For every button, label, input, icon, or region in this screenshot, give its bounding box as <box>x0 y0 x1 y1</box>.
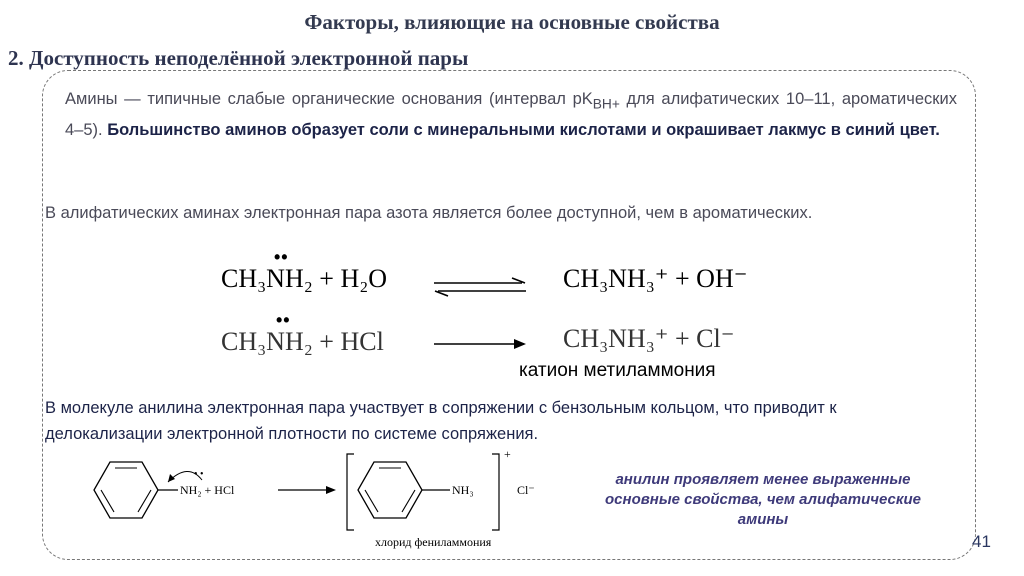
ammonium-group: NH₃ <box>452 483 474 497</box>
aniline-reaction-scheme <box>70 448 560 556</box>
benzene-ring <box>358 462 422 518</box>
aniline-note: анилин проявляет менее выраженные основные свойства, чем алифатические амины <box>605 471 921 528</box>
chloride-anion: Cl⁻ <box>517 483 535 497</box>
slide-subtitle: 2. Доступность неподелённой электронной пары <box>8 46 469 70</box>
slide-title: Факторы, влияющие на основные свойства <box>304 10 720 34</box>
reaction-arrow <box>430 336 530 352</box>
benzene-ring <box>94 462 158 518</box>
aniline-reagents: NH₂ + HCl <box>180 483 235 497</box>
paragraph-aliphatic: В алифатических аминах электронная пара азота является более доступной, чем в ароматических. <box>45 204 813 222</box>
product-name: хлорид фениламмония <box>375 535 492 549</box>
lone-pair-dots: •• <box>276 310 291 330</box>
paragraph-aniline: В молекуле анилина электронная пара участвует в сопряжении с бензольным кольцом, что приводит к делокализации электронной плотности по системе сопряжения. <box>45 399 837 443</box>
pk-subscript: BH+ <box>592 96 620 112</box>
paragraph-amines-text: Амины — типичные слабые органические основания (интервал pK <box>65 90 593 108</box>
equation-2-right: CH₃NH₃⁺ + Cl⁻ <box>563 324 735 353</box>
equation-1-right: CH₃NH₃⁺ + OH⁻ <box>563 264 748 293</box>
lone-pair-dots: •• <box>274 247 289 267</box>
right-bracket <box>492 454 499 530</box>
charge-sign: + <box>504 448 511 461</box>
page-number: 41 <box>972 532 991 551</box>
equation-2-left: CH₃NH₂ + HCl <box>221 327 384 356</box>
cation-caption: катион метиламмония <box>519 360 716 381</box>
paragraph-amines-tail: для алифатических 10–11, ароматических 4–5). <box>65 90 957 140</box>
lone-pair-dots: • • <box>194 469 204 480</box>
paragraph-amines-bold: Большинство аминов образует соли с минеральными кислотами и окрашивает лакмус в синий цвет. <box>107 121 940 140</box>
left-bracket <box>347 454 354 530</box>
paragraph-amines <box>65 86 957 144</box>
equation-1-left: CH₃NH₂ + H₂O <box>221 264 388 293</box>
equilibrium-arrow <box>430 276 530 298</box>
